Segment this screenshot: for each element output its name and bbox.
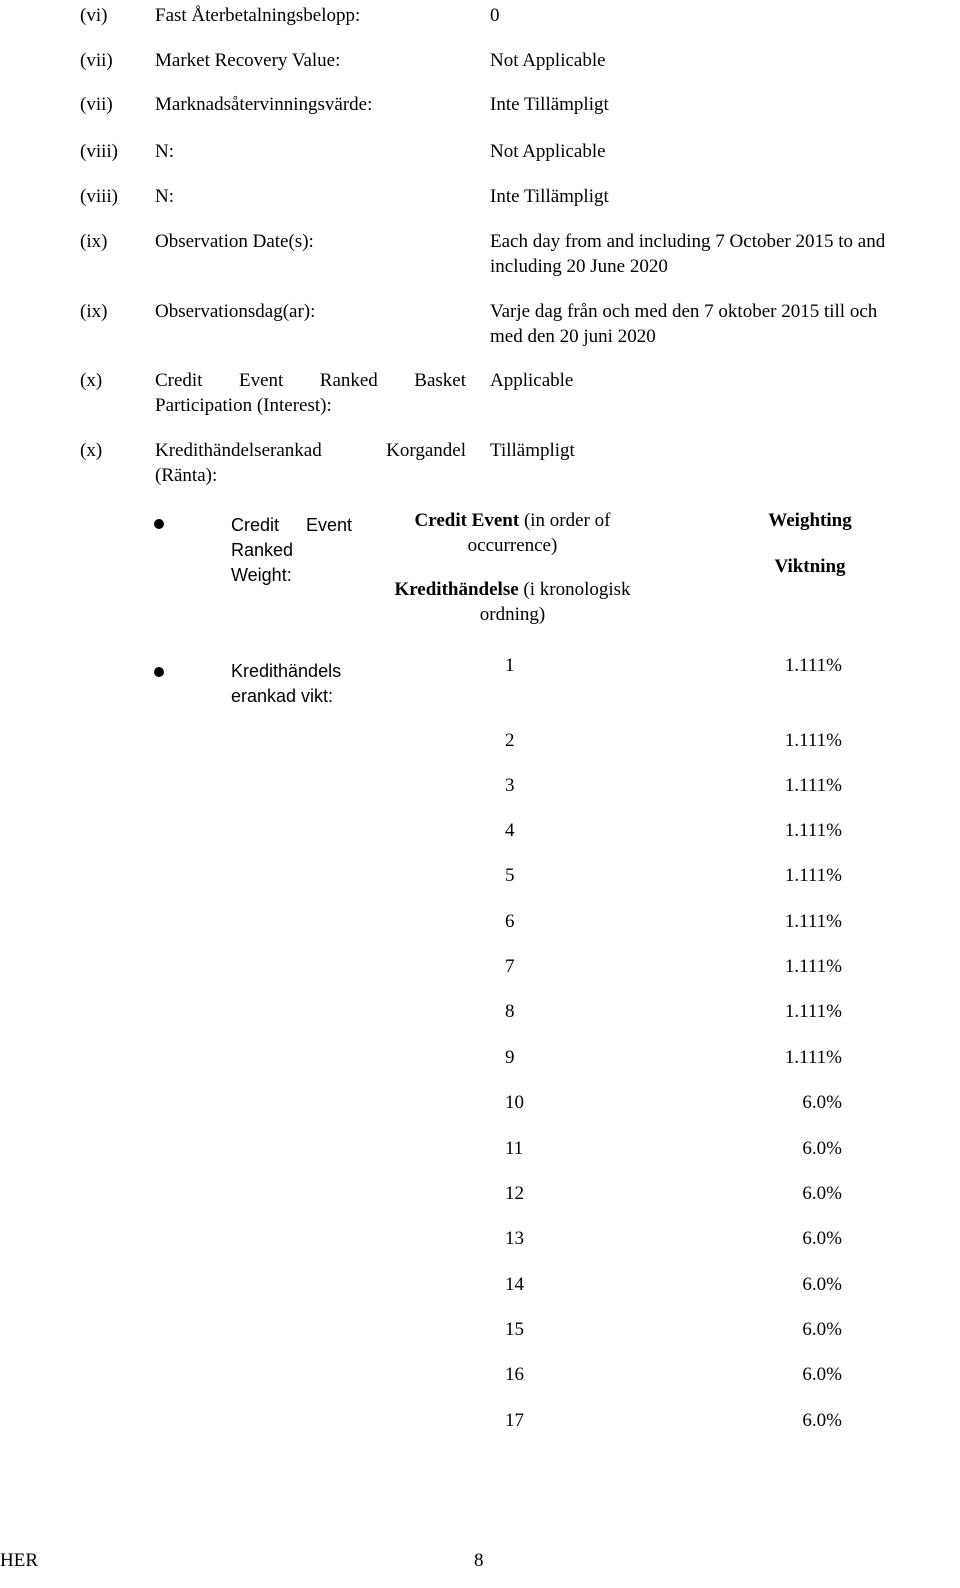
event-number: 9 [505, 1047, 515, 1068]
weighting-value: 6.0% [802, 1410, 842, 1431]
weight-label-sv: Kredithändels [231, 661, 342, 681]
weighting-value: 1.111% [784, 730, 842, 751]
weight-label-en-cont: Weight: [231, 565, 292, 585]
event-number: 12 [505, 1183, 524, 1204]
event-number: 10 [505, 1092, 524, 1113]
col-header-event-sv-cont: ordning) [479, 604, 546, 625]
label-word: Credit [231, 515, 280, 535]
term-number: (viii) [80, 186, 118, 207]
weighting-value: 1.111% [784, 1047, 842, 1068]
weighting-value: 1.111% [784, 911, 842, 932]
footer-code: HER [0, 1550, 38, 1571]
col-header-bold: Kredithändelse [394, 579, 519, 600]
label-word: Kredithändelserankad [155, 440, 322, 461]
term-number: (x) [80, 370, 103, 391]
term-number: (viii) [80, 141, 118, 162]
term-label: N: [155, 186, 174, 207]
term-value: Not Applicable [490, 50, 606, 71]
weighting-value: 6.0% [802, 1274, 842, 1295]
label-word: Event [238, 370, 284, 391]
weighting-value: 6.0% [802, 1228, 842, 1249]
label-word: Ranked [319, 370, 378, 391]
term-value: Tillämpligt [490, 440, 575, 461]
term-label [155, 368, 466, 393]
weighting-value: 1.111% [784, 956, 842, 977]
event-number: 13 [505, 1228, 524, 1249]
term-label: N: [155, 141, 174, 162]
label-word: Event [305, 515, 352, 535]
term-label: Market Recovery Value: [155, 50, 341, 71]
weighting-value: 1.111% [784, 820, 842, 841]
term-value: 0 [490, 5, 500, 26]
event-number: 5 [505, 865, 515, 886]
label-word: Credit [155, 370, 203, 391]
weighting-value: 6.0% [802, 1138, 842, 1159]
term-number: (ix) [80, 301, 108, 322]
term-value-cont: including 20 June 2020 [490, 256, 668, 277]
weighting-value: 1.111% [784, 655, 842, 676]
term-value: Inte Tillämpligt [490, 94, 609, 115]
col-header-bold: Credit Event [414, 510, 520, 531]
label-word: Basket [414, 370, 466, 391]
col-header-event-en-cont: occurrence) [467, 535, 558, 556]
term-value: Inte Tillämpligt [490, 186, 609, 207]
event-number: 4 [505, 820, 515, 841]
col-header-rest: (in order of [519, 510, 611, 531]
col-header-weight-sv: Viktning [774, 556, 846, 577]
col-header-rest: (i kronologisk [518, 579, 631, 600]
term-label-cont: (Ränta): [155, 465, 218, 486]
col-header-weight-en: Weighting [768, 510, 852, 531]
term-value: Not Applicable [490, 141, 606, 162]
term-label: Marknadsåtervinningsvärde: [155, 94, 373, 115]
event-number: 17 [505, 1410, 524, 1431]
label-word: Korgandel [386, 440, 466, 461]
weight-label-sv-cont: erankad vikt: [231, 686, 334, 706]
event-number: 11 [505, 1138, 524, 1159]
event-number: 1 [505, 655, 515, 676]
weighting-value: 1.111% [784, 775, 842, 796]
term-number: (ix) [80, 231, 108, 252]
event-number: 6 [505, 911, 515, 932]
term-label: Observation Date(s): [155, 231, 314, 252]
term-number: (vi) [80, 5, 108, 26]
event-number: 2 [505, 730, 515, 751]
event-number: 16 [505, 1364, 524, 1385]
term-number: (x) [80, 440, 103, 461]
bullet-icon [154, 519, 164, 529]
weighting-value: 1.111% [784, 865, 842, 886]
weight-label-en-cont: Ranked [231, 540, 294, 560]
bullet-icon [154, 667, 164, 677]
event-number: 15 [505, 1319, 524, 1340]
weighting-value: 6.0% [802, 1183, 842, 1204]
event-number: 8 [505, 1001, 515, 1022]
term-label-cont: Participation (Interest): [155, 395, 332, 416]
term-value: Varje dag från och med den 7 oktober 2015 till och [490, 301, 878, 322]
col-header-event-en [360, 508, 665, 533]
term-label: Fast Återbetalningsbelopp: [155, 5, 361, 26]
weighting-value: 6.0% [802, 1092, 842, 1113]
term-number: (vii) [80, 50, 113, 71]
weight-label-en [231, 513, 352, 538]
term-value-cont: med den 20 juni 2020 [490, 326, 656, 347]
event-number: 14 [505, 1274, 524, 1295]
page-number: 8 [474, 1550, 484, 1571]
event-number: 3 [505, 775, 515, 796]
weighting-value: 6.0% [802, 1319, 842, 1340]
event-number: 7 [505, 956, 515, 977]
term-number: (vii) [80, 94, 113, 115]
term-label [155, 438, 466, 463]
term-value: Applicable [490, 370, 574, 391]
weighting-value: 1.111% [784, 1001, 842, 1022]
col-header-event-sv [360, 577, 665, 602]
weighting-value: 6.0% [802, 1364, 842, 1385]
term-label: Observationsdag(ar): [155, 301, 316, 322]
term-value: Each day from and including 7 October 2015 to and [490, 231, 886, 252]
